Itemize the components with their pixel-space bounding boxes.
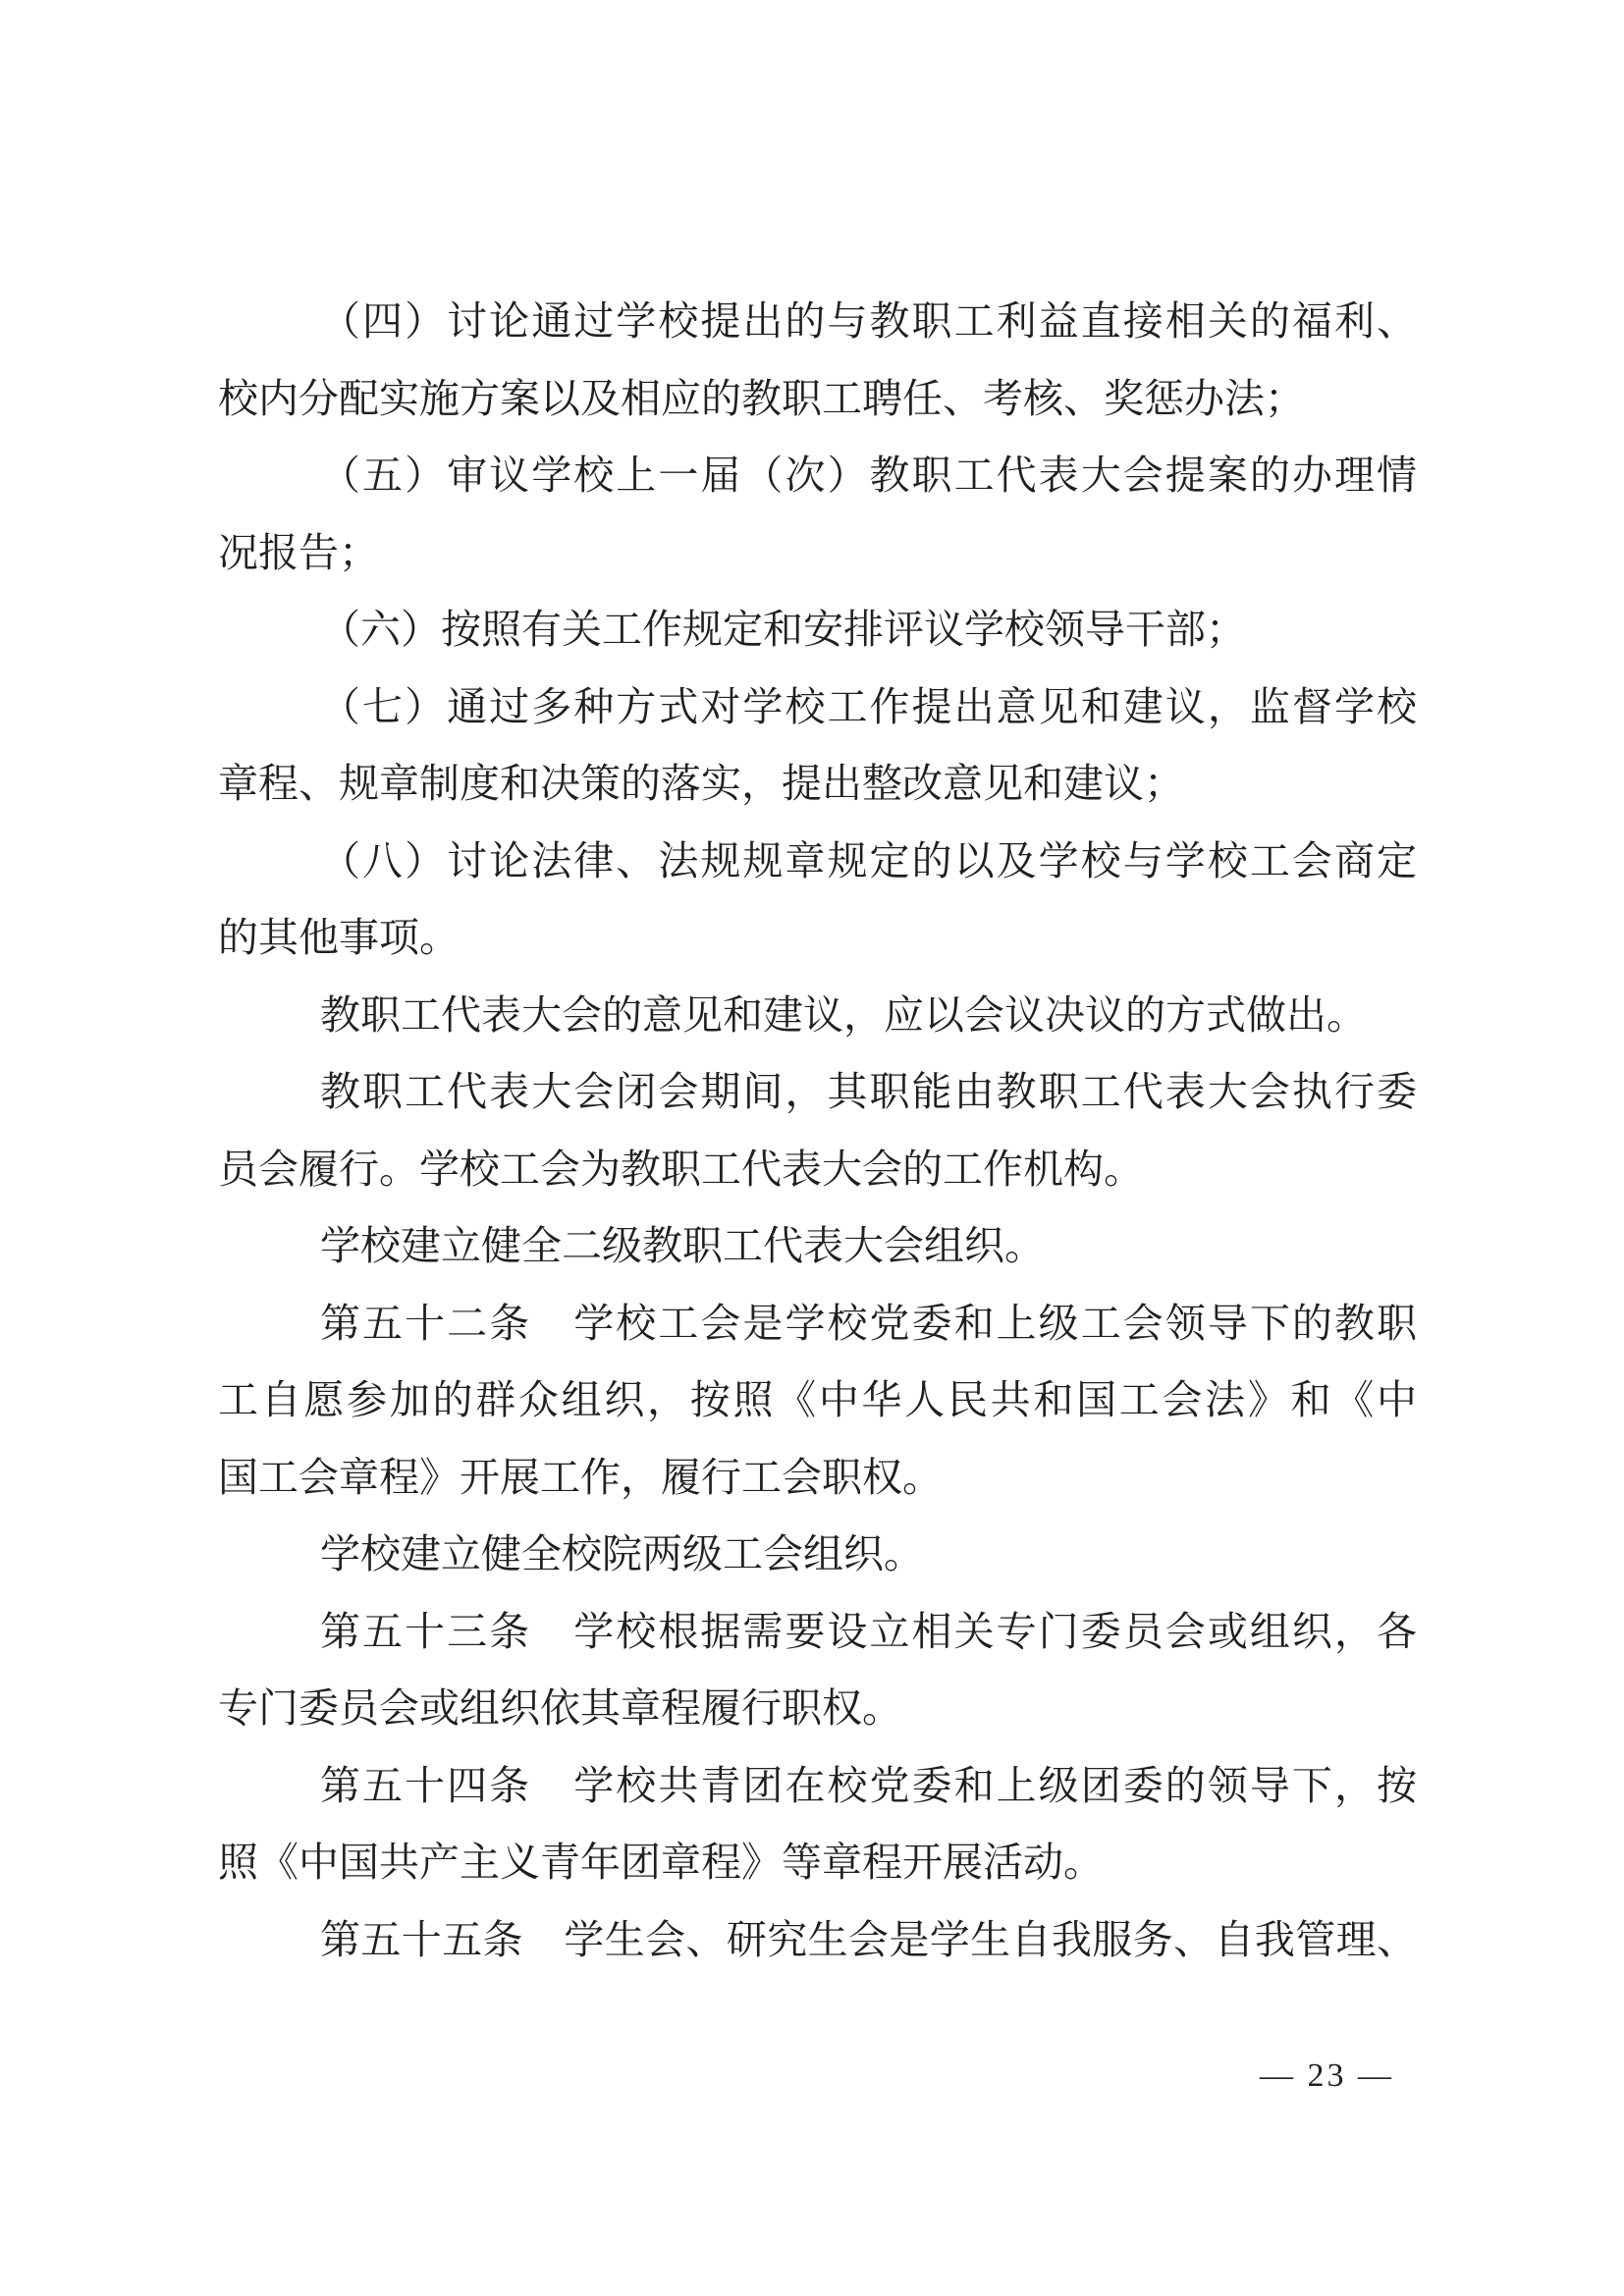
text-line: 第五十四条 学校共青团在校党委和上级团委的领导下，按 (320, 1762, 1417, 1808)
text-line: 章程、规章制度和决策的落实，提出整改意见和建议； (218, 761, 1184, 806)
text-line: 员会履行。学校工会为教职工代表大会的工作机构。 (218, 1146, 1144, 1192)
text-line: （四）讨论通过学校提出的与教职工利益直接相关的福利、 (320, 298, 1417, 344)
text-line: 国工会章程》开展工作，履行工会职权。 (218, 1454, 943, 1500)
text-line: 照《中国共产主义青年团章程》等章程开展活动。 (218, 1840, 1104, 1885)
text-line: （八）讨论法律、法规规章规定的以及学校与学校工会商定 (320, 837, 1417, 883)
text-line: 况报告； (218, 529, 379, 575)
text-line: 教职工代表大会的意见和建议，应以会议决议的方式做出。 (320, 991, 1367, 1038)
text-line: （七）通过多种方式对学校工作提出意见和建议，监督学校 (320, 683, 1417, 729)
text-line: 第五十三条 学校根据需要设立相关专门委员会或组织，各 (320, 1608, 1417, 1654)
page-number: — 23 — (1260, 2057, 1394, 2094)
text-line: 的其他事项。 (218, 915, 460, 960)
text-line: 第五十五条 学生会、研究生会是学生自我服务、自我管理、 (320, 1916, 1417, 1962)
text-line: （五）审议学校上一届（次）教职工代表大会提案的办理情 (320, 453, 1417, 498)
text-line: 校内分配实施方案以及相应的教职工聘任、考核、奖惩办法； (218, 375, 1305, 421)
text-line: 工自愿参加的群众组织，按照《中华人民共和国工会法》和《中 (218, 1377, 1417, 1422)
text-line: 教职工代表大会闭会期间，其职能由教职工代表大会执行委 (320, 1069, 1417, 1114)
text-line: 学校建立健全二级教职工代表大会组织。 (320, 1223, 1045, 1268)
document-lines (218, 283, 1417, 1978)
text-line: 第五十二条 学校工会是学校党委和上级工会领导下的教职 (320, 1300, 1417, 1346)
text-line: （六）按照有关工作规定和安排评议学校领导干部； (320, 607, 1246, 652)
text-line: 学校建立健全校院两级工会组织。 (320, 1531, 924, 1576)
text-line: 专门委员会或组织依其章程履行职权。 (218, 1685, 902, 1731)
